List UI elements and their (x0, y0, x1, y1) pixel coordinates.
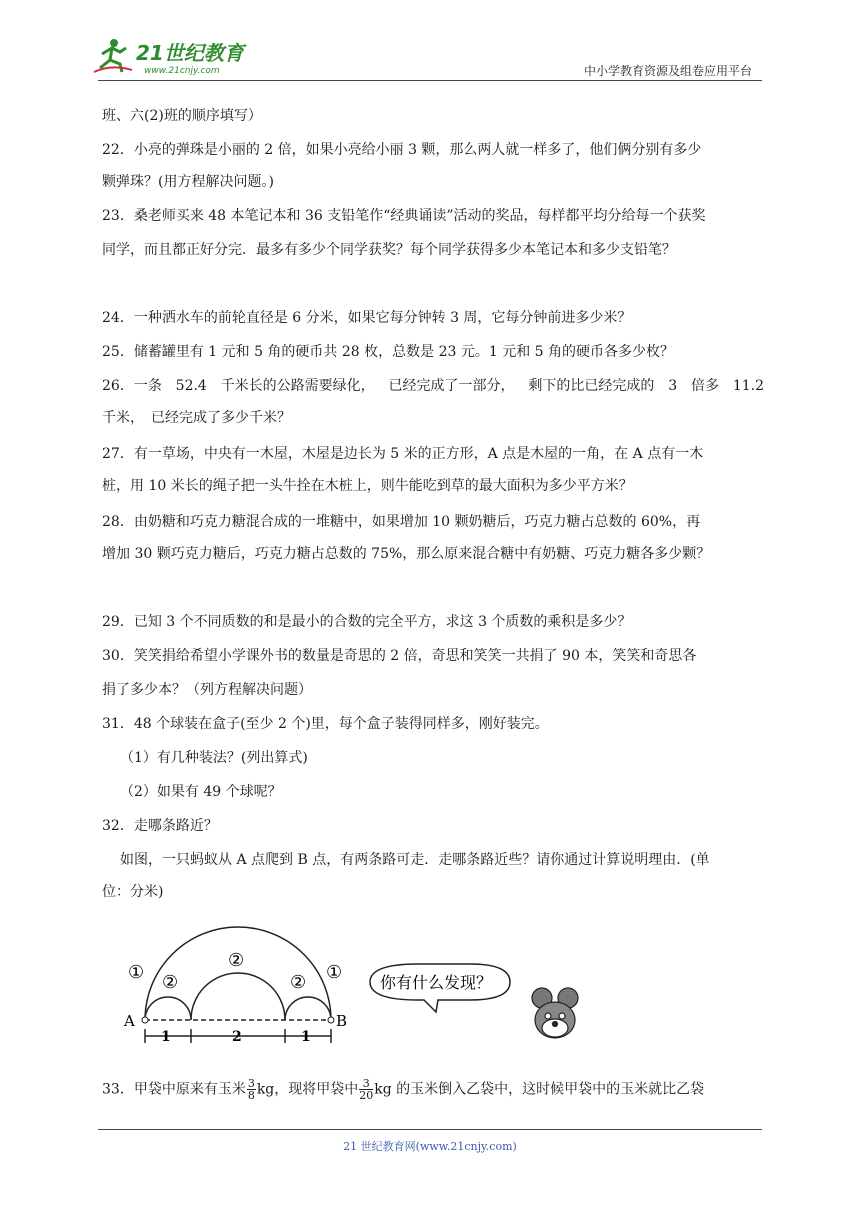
question-32: 32．走哪条路近？ (102, 818, 218, 834)
question-28-line-1: 28．由奶糖和巧克力糖混合成的一堆糖中，如果增加 10 颗奶糖后，巧克力糖占总数的 60%，再 (102, 514, 701, 530)
label-b: B (336, 1012, 348, 1030)
header-tagline: 中小学教育资源及组卷应用平台 (583, 64, 752, 78)
bubble-text: 你有什么发现？ (380, 973, 493, 992)
question-26-line-2: 千米， 已经完成了多少千米？ (102, 410, 291, 426)
label-path-1: ① (326, 962, 343, 983)
question-26-line-1 (102, 376, 764, 396)
point-b (328, 1017, 334, 1023)
q26-part: 26．一条 (102, 378, 162, 394)
question-22-line-2: 颗弹珠？(用方程解决问题。) (102, 174, 274, 190)
segment-label: 2 (232, 1029, 242, 1045)
fraction (359, 1078, 373, 1101)
question-30-line-1: 30．笑笑捐给希望小学课外书的数量是奇思的 2 倍，奇思和笑笑一共捐了 90 本，笑笑和奇思各 (102, 648, 697, 664)
question-27-line-1: 27．有一草场，中央有一木屋，木屋是边长为 5 米的正方形，A 点是木屋的一角，在 A 点有一木 (102, 446, 704, 462)
q26-part: 3 (668, 378, 678, 394)
q26-part: 倍多 (690, 378, 719, 394)
question-23-line-1: 23．桑老师买来 48 本笔记本和 36 支铅笔作“经典诵读”活动的奖品，每样都平均分给每一个获奖 (102, 208, 706, 224)
q26-part: 52.4 (175, 378, 207, 394)
question-30-line-2: 捐了多少本？（列方程解决问题） (102, 682, 312, 698)
label-a: A (124, 1012, 135, 1030)
q33-text: kg 的玉米倒入乙袋中，这时候甲袋中的玉米就比乙袋 (374, 1081, 705, 1098)
question-31-part-1: （1）有几种装法？(列出算式) (120, 750, 308, 766)
question-33 (102, 1078, 764, 1101)
q26-part: 千米长的公路需要绿化， (220, 378, 375, 394)
question-22-line-1: 22．小亮的弹珠是小丽的 2 倍，如果小亮给小丽 3 颗，那么两人就一样多了，他们俩分别有多少 (102, 142, 702, 158)
fraction (247, 1078, 256, 1101)
label-path-1: ① (128, 962, 145, 983)
fraction-denominator: 20 (359, 1089, 374, 1102)
question-32-line-2: 位：分米) (102, 884, 164, 900)
q33-text: kg，现将甲袋中 (256, 1081, 359, 1098)
fraction-numerator: 3 (359, 1078, 373, 1090)
q26-part: 11.2 (732, 378, 764, 394)
question-32-line-1: 如图，一只蚂蚁从 A 点爬到 B 点，有两条路可走．走哪条路近些？请你通过计算说明理由．(单 (120, 852, 710, 868)
path-2-arc-middle (191, 973, 285, 1020)
path-2-arc-right (285, 997, 331, 1020)
question-27-line-2: 桩，用 10 米长的绳子把一头牛拴在木桩上，则牛能吃到草的最大面积为多少平方米？ (102, 478, 633, 494)
question-24: 24．一种洒水车的前轮直径是 6 分米，如果它每分钟转 3 周，它每分钟前进多少米？ (102, 310, 632, 326)
site-logo (92, 36, 262, 78)
q26-part: 剩下的比已经完成的 (528, 378, 655, 394)
question-25: 25．储蓄罐里有 1 元和 5 角的硬币共 28 枚，总数是 23 元。1 元和 5 角的硬币各多少枚？ (102, 344, 675, 360)
question-29: 29．已知 3 个不同质数的和是最小的合数的完全平方，求这 3 个质数的乘积是多少？ (102, 614, 632, 630)
runner-icon (94, 39, 132, 72)
footer-text: 21 世纪教育网(www.21cnjy.com) (343, 1140, 517, 1153)
footer-divider (98, 1129, 762, 1130)
segment-label: 1 (301, 1029, 311, 1045)
fraction-numerator: 3 (247, 1077, 255, 1090)
segment-label: 1 (161, 1029, 171, 1045)
q33-text: 33．甲袋中原来有玉米 (102, 1081, 246, 1098)
question-23-line-2: 同学，而且都正好分完．最多有多少个同学获奖？每个同学获得多少本笔记本和多少支铅笔？ (102, 242, 676, 258)
header-divider (98, 80, 762, 81)
mouse-icon (532, 988, 578, 1038)
label-path-2: ② (162, 972, 179, 993)
question-31-part-2: （2）如果有 49 个球呢？ (120, 784, 282, 800)
label-path-2: ② (228, 950, 245, 971)
ant-path-diagram (118, 920, 588, 1060)
text-line: 班、六(2)班的顺序填写） (102, 108, 262, 124)
logo-text: 21世纪教育 (136, 41, 244, 65)
path-2-arc-left (145, 997, 191, 1020)
point-a (142, 1017, 148, 1023)
q26-part: 已经完成了一部分， (388, 378, 515, 394)
logo-url: www.21cnjy.com (144, 66, 220, 76)
fraction-denominator: 8 (247, 1089, 255, 1102)
question-28-line-2: 增加 30 颗巧克力糖后，巧克力糖占总数的 75%，那么原来混合糖中有奶糖、巧克力糖各多少颗？ (102, 546, 711, 562)
label-path-2: ② (290, 972, 307, 993)
question-31: 31．48 个球装在盒子(至少 2 个)里，每个盒子装得同样多，刚好装完。 (102, 716, 549, 732)
